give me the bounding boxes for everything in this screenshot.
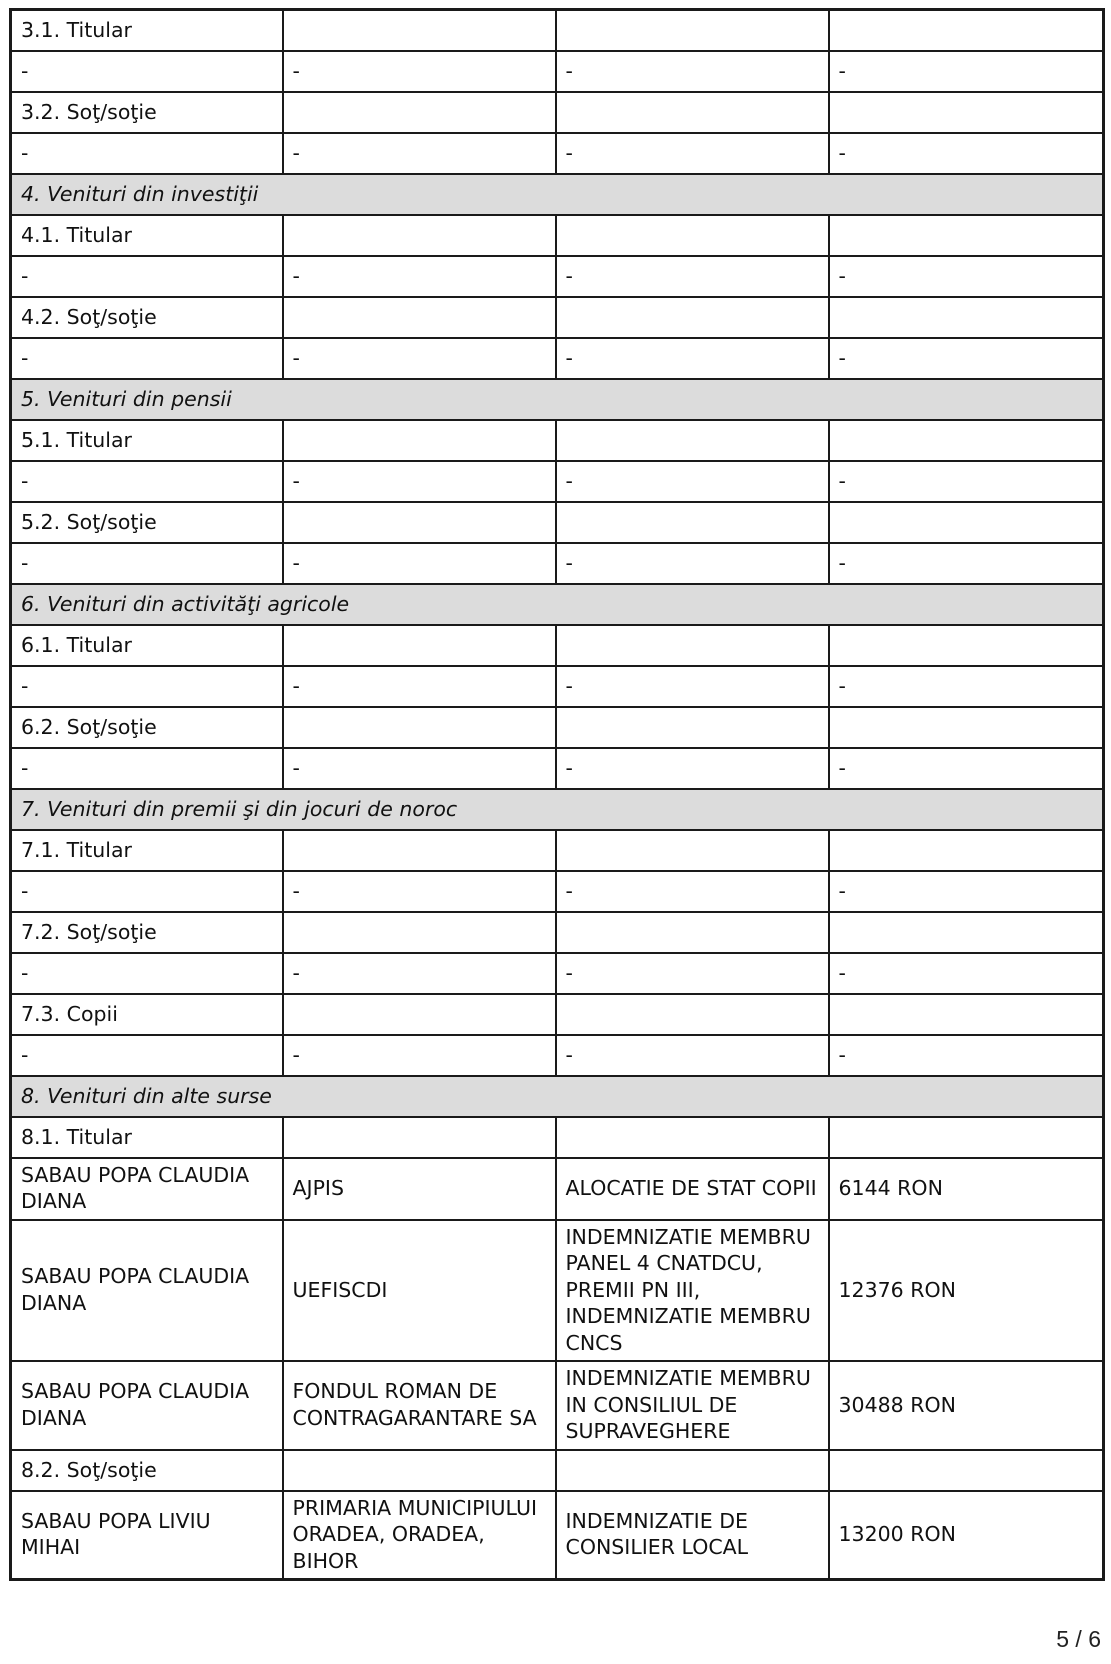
empty-cell — [283, 215, 556, 256]
subsection-label-row — [11, 625, 1104, 666]
dash-cell: - — [556, 543, 829, 584]
dash-cell: - — [556, 133, 829, 174]
dash-cell: - — [283, 1035, 556, 1076]
section-header-row — [11, 584, 1104, 625]
empty-entry-row — [11, 51, 1104, 92]
empty-cell — [556, 625, 829, 666]
subsection-label: 8.2. Soţ/soţie — [11, 1450, 283, 1491]
subsection-label-row — [11, 994, 1104, 1035]
dash-cell: - — [829, 51, 1104, 92]
section-title: 6. Venituri din activităţi agricole — [11, 584, 1104, 625]
dash-cell: - — [556, 256, 829, 297]
income-declaration-table — [9, 8, 1105, 1581]
section-header-row — [11, 379, 1104, 420]
dash-cell: - — [283, 338, 556, 379]
service-description-cell: INDEMNIZATIE DE CONSILIER LOCAL — [556, 1491, 829, 1580]
empty-cell — [556, 994, 829, 1035]
annual-income-cell: 30488 RON — [829, 1361, 1104, 1450]
empty-entry-row — [11, 133, 1104, 174]
empty-cell — [556, 1450, 829, 1491]
income-entry-row — [11, 1220, 1104, 1362]
annual-income-cell: 6144 RON — [829, 1158, 1104, 1220]
income-table-body — [11, 10, 1104, 1580]
dash-cell: - — [283, 666, 556, 707]
income-entry-row — [11, 1158, 1104, 1220]
empty-cell — [829, 830, 1104, 871]
dash-cell: - — [11, 748, 283, 789]
section-header-row — [11, 789, 1104, 830]
page-number: 5 / 6 — [1056, 1626, 1101, 1652]
beneficiary-cell: SABAU POPA CLAUDIA DIANA — [11, 1158, 283, 1220]
beneficiary-cell: SABAU POPA CLAUDIA DIANA — [11, 1220, 283, 1362]
subsection-label: 6.2. Soţ/soţie — [11, 707, 283, 748]
dash-cell: - — [283, 51, 556, 92]
dash-cell: - — [11, 666, 283, 707]
beneficiary-cell: SABAU POPA CLAUDIA DIANA — [11, 1361, 283, 1450]
section-title: 4. Venituri din investiţii — [11, 174, 1104, 215]
dash-cell: - — [829, 133, 1104, 174]
empty-entry-row — [11, 338, 1104, 379]
dash-cell: - — [829, 543, 1104, 584]
service-description-cell: ALOCATIE DE STAT COPII — [556, 1158, 829, 1220]
dash-cell: - — [11, 461, 283, 502]
service-description-cell: INDEMNIZATIE MEMBRU PANEL 4 CNATDCU, PREMII PN III, INDEMNIZATIE MEMBRU CNCS — [556, 1220, 829, 1362]
dash-cell: - — [829, 256, 1104, 297]
section-title: 8. Venituri din alte surse — [11, 1076, 1104, 1117]
dash-cell: - — [556, 461, 829, 502]
empty-cell — [829, 912, 1104, 953]
dash-cell: - — [283, 133, 556, 174]
empty-cell — [829, 502, 1104, 543]
subsection-label-row — [11, 502, 1104, 543]
subsection-label-row — [11, 707, 1104, 748]
empty-cell — [283, 994, 556, 1035]
subsection-label: 7.3. Copii — [11, 994, 283, 1035]
dash-cell: - — [283, 871, 556, 912]
empty-cell — [283, 625, 556, 666]
dash-cell: - — [11, 1035, 283, 1076]
empty-entry-row — [11, 461, 1104, 502]
subsection-label-row — [11, 215, 1104, 256]
empty-entry-row — [11, 256, 1104, 297]
empty-cell — [556, 10, 829, 51]
dash-cell: - — [556, 51, 829, 92]
dash-cell: - — [556, 1035, 829, 1076]
subsection-label-row — [11, 10, 1104, 51]
dash-cell: - — [283, 953, 556, 994]
subsection-label-row — [11, 297, 1104, 338]
section-title: 5. Venituri din pensii — [11, 379, 1104, 420]
empty-cell — [829, 10, 1104, 51]
subsection-label: 5.1. Titular — [11, 420, 283, 461]
section-title: 7. Venituri din premii şi din jocuri de noroc — [11, 789, 1104, 830]
dash-cell: - — [556, 871, 829, 912]
empty-cell — [283, 420, 556, 461]
subsection-label: 7.1. Titular — [11, 830, 283, 871]
income-source-cell: AJPIS — [283, 1158, 556, 1220]
empty-cell — [283, 1450, 556, 1491]
dash-cell: - — [829, 871, 1104, 912]
subsection-label-row — [11, 420, 1104, 461]
income-source-cell: PRIMARIA MUNICIPIULUI ORADEA, ORADEA, BIHOR — [283, 1491, 556, 1580]
dash-cell: - — [829, 338, 1104, 379]
income-source-cell: FONDUL ROMAN DE CONTRAGARANTARE SA — [283, 1361, 556, 1450]
empty-cell — [829, 625, 1104, 666]
empty-entry-row — [11, 748, 1104, 789]
subsection-label-row — [11, 92, 1104, 133]
subsection-label: 3.1. Titular — [11, 10, 283, 51]
dash-cell: - — [829, 953, 1104, 994]
empty-entry-row — [11, 871, 1104, 912]
empty-cell — [556, 92, 829, 133]
dash-cell: - — [829, 666, 1104, 707]
empty-cell — [556, 297, 829, 338]
dash-cell: - — [829, 461, 1104, 502]
section-header-row — [11, 1076, 1104, 1117]
income-entry-row — [11, 1361, 1104, 1450]
annual-income-cell: 13200 RON — [829, 1491, 1104, 1580]
dash-cell: - — [11, 338, 283, 379]
dash-cell: - — [283, 543, 556, 584]
empty-cell — [829, 420, 1104, 461]
dash-cell: - — [283, 461, 556, 502]
empty-entry-row — [11, 666, 1104, 707]
empty-entry-row — [11, 953, 1104, 994]
empty-cell — [283, 297, 556, 338]
empty-cell — [829, 707, 1104, 748]
empty-cell — [556, 502, 829, 543]
subsection-label: 5.2. Soţ/soţie — [11, 502, 283, 543]
empty-cell — [556, 912, 829, 953]
subsection-label-row — [11, 1117, 1104, 1158]
empty-cell — [829, 92, 1104, 133]
income-entry-row — [11, 1491, 1104, 1580]
empty-cell — [556, 707, 829, 748]
subsection-label: 6.1. Titular — [11, 625, 283, 666]
income-source-cell: UEFISCDI — [283, 1220, 556, 1362]
dash-cell: - — [11, 871, 283, 912]
dash-cell: - — [556, 338, 829, 379]
beneficiary-cell: SABAU POPA LIVIU MIHAI — [11, 1491, 283, 1580]
empty-entry-row — [11, 1035, 1104, 1076]
empty-cell — [829, 215, 1104, 256]
dash-cell: - — [11, 953, 283, 994]
dash-cell: - — [11, 256, 283, 297]
dash-cell: - — [283, 748, 556, 789]
service-description-cell: INDEMNIZATIE MEMBRU IN CONSILIUL DE SUPRAVEGHERE — [556, 1361, 829, 1450]
empty-cell — [556, 1117, 829, 1158]
empty-cell — [829, 1117, 1104, 1158]
dash-cell: - — [11, 133, 283, 174]
empty-cell — [283, 10, 556, 51]
subsection-label: 8.1. Titular — [11, 1117, 283, 1158]
subsection-label: 4.1. Titular — [11, 215, 283, 256]
empty-cell — [283, 92, 556, 133]
dash-cell: - — [829, 748, 1104, 789]
empty-cell — [283, 707, 556, 748]
empty-cell — [283, 502, 556, 543]
empty-cell — [556, 215, 829, 256]
dash-cell: - — [556, 748, 829, 789]
subsection-label: 3.2. Soţ/soţie — [11, 92, 283, 133]
subsection-label: 4.2. Soţ/soţie — [11, 297, 283, 338]
empty-cell — [829, 994, 1104, 1035]
dash-cell: - — [556, 666, 829, 707]
dash-cell: - — [829, 1035, 1104, 1076]
dash-cell: - — [11, 543, 283, 584]
empty-cell — [556, 420, 829, 461]
empty-cell — [283, 830, 556, 871]
subsection-label-row — [11, 830, 1104, 871]
section-header-row — [11, 174, 1104, 215]
dash-cell: - — [283, 256, 556, 297]
empty-entry-row — [11, 543, 1104, 584]
empty-cell — [283, 1117, 556, 1158]
subsection-label-row — [11, 912, 1104, 953]
empty-cell — [829, 1450, 1104, 1491]
empty-cell — [829, 297, 1104, 338]
subsection-label: 7.2. Soţ/soţie — [11, 912, 283, 953]
annual-income-cell: 12376 RON — [829, 1220, 1104, 1362]
empty-cell — [556, 830, 829, 871]
dash-cell: - — [556, 953, 829, 994]
dash-cell: - — [11, 51, 283, 92]
subsection-label-row — [11, 1450, 1104, 1491]
empty-cell — [283, 912, 556, 953]
